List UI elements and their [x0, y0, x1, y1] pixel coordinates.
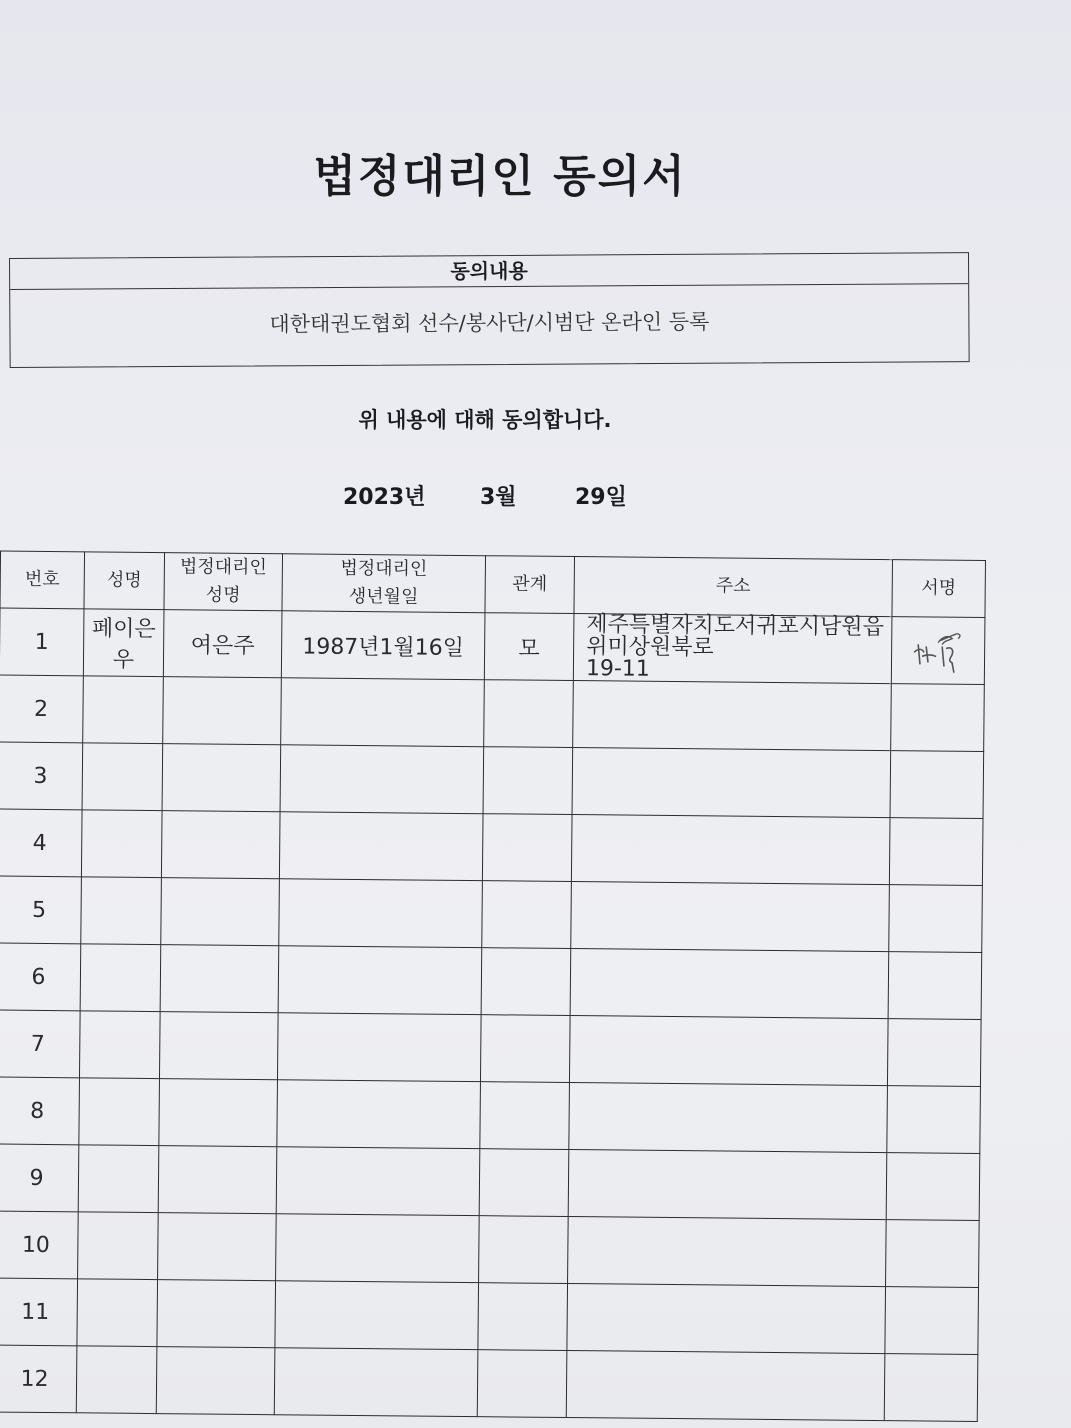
header-guardian-name-line2: 성명: [205, 584, 241, 606]
handwritten-signature: [908, 622, 969, 679]
document-title: 법정대리인 동의서: [313, 151, 687, 202]
table-row: [0, 675, 984, 751]
row-number: 10: [0, 1211, 78, 1279]
row-guardian-birth: 1987년1월16일: [281, 611, 485, 680]
date-month: 3월: [480, 485, 517, 510]
row-number: 3: [0, 742, 83, 810]
header-guardian-birth-line1: 법정대리인: [340, 557, 428, 580]
table-row: [0, 1278, 979, 1354]
table-row: [0, 608, 985, 684]
row-signature: [891, 617, 985, 685]
agree-statement: 위 내용에 대해 동의합니다.: [358, 408, 612, 432]
table-row: [0, 809, 983, 885]
row-number: 6: [0, 943, 81, 1011]
row-address-line1: 제주특별자치도서귀포시남원읍위미상원북로: [586, 612, 884, 661]
table-header-row: [0, 551, 985, 617]
date-year: 2023년: [343, 485, 426, 510]
consent-box: [9, 252, 970, 368]
row-number: 9: [0, 1144, 79, 1212]
row-number: 4: [0, 809, 82, 877]
table-row: [0, 1144, 980, 1220]
table-row: [0, 1211, 979, 1287]
table-row: [0, 1010, 981, 1086]
consent-body: 대한태권도협회 선수/봉사단/시범단 온라인 등록: [269, 309, 710, 337]
table-row: [0, 876, 982, 952]
row-number: 11: [0, 1278, 78, 1346]
header-relation: 관계: [485, 556, 575, 614]
row-number: 1: [0, 608, 84, 676]
header-guardian-birth: [282, 554, 486, 613]
header-guardian-birth-line2: 생년월일: [348, 585, 419, 608]
table-row: [0, 742, 984, 818]
header-guardian-name-line1: 법정대리인: [179, 556, 267, 579]
row-address: [573, 614, 892, 684]
table-row: [0, 1345, 978, 1421]
row-name: 페이은우: [83, 609, 164, 677]
row-number: 7: [0, 1010, 80, 1078]
date-day: 29일: [575, 485, 627, 510]
header-number: 번호: [0, 551, 85, 609]
row-guardian-name: 여은주: [163, 610, 282, 678]
header-address: 주소: [574, 557, 893, 617]
row-number: 2: [0, 675, 83, 743]
header-name: 성명: [84, 552, 165, 610]
table-row: [0, 1077, 980, 1153]
header-guardian-name: [164, 553, 283, 611]
row-number: 12: [0, 1345, 77, 1413]
row-relation: 모: [484, 613, 574, 681]
row-number: 8: [0, 1077, 79, 1145]
row-address-line2: 19-11: [585, 656, 650, 682]
row-number: 5: [0, 876, 81, 944]
guardian-table: [0, 551, 986, 1422]
consent-header: 동의내용: [10, 253, 968, 290]
header-signature: 서명: [892, 560, 986, 618]
table-row: [0, 943, 982, 1019]
